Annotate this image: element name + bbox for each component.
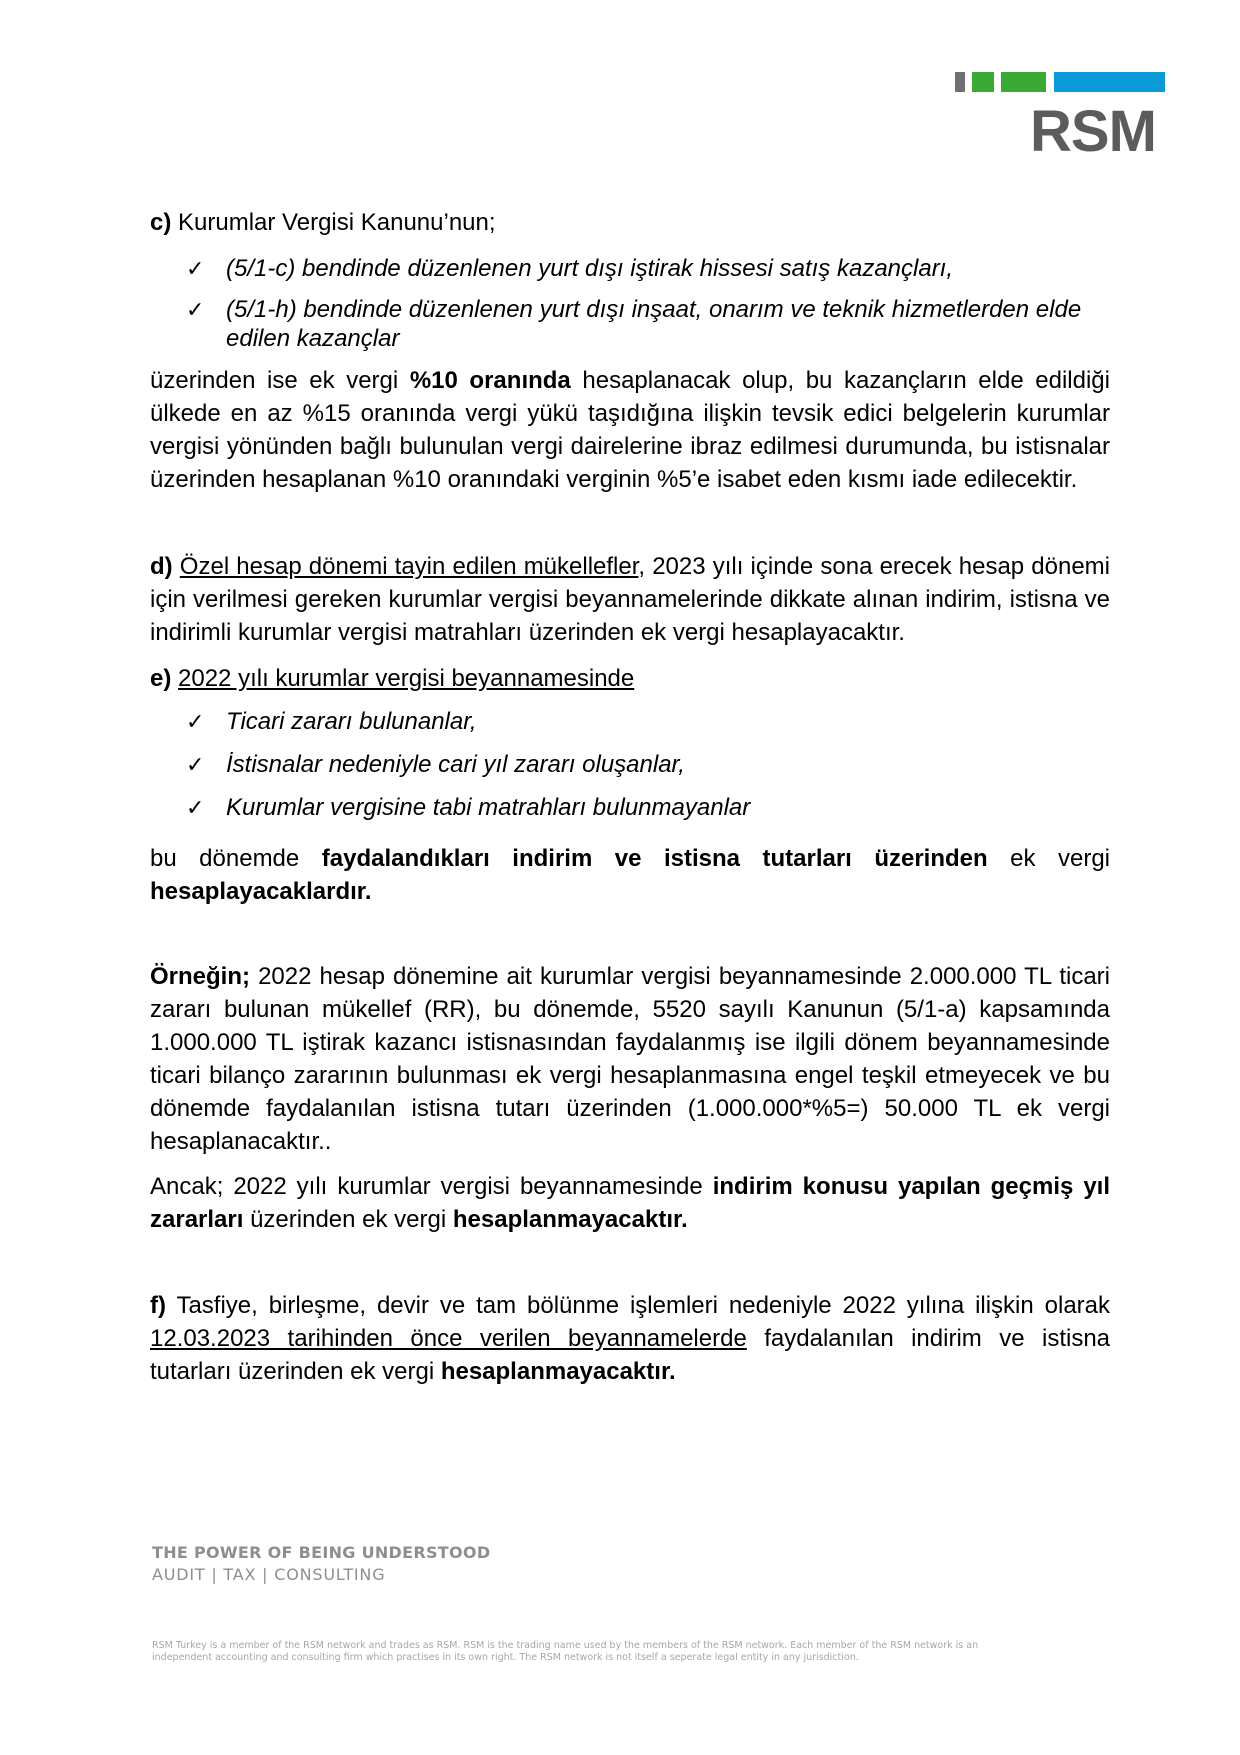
- example-paragraph: Örneğin; 2022 hesap dönemine ait kurumlar vergisi beyannamesinde 2.000.000 TL ticari zararı bulunan mükellef (RR), bu dönemde, 5520 sayılı Kanunun (5/1-a) kapsamında 1.000.000 TL iştirak kazancı istisnasından faydalanmış ise ilgili dönem beyannamesinde ticari bilanço zararının bulunması ek vergi hesaplanmasına engel teşkil etmeyecek ve bu dönemde faydalanılan istisna tutarı üzerinden (1.000.000*%5=) 50.000 TL ek vergi hesaplanacaktır..: [150, 963, 1110, 1155]
- document-body: [150, 206, 1110, 1388]
- logo-bar-green-wide: [1001, 72, 1046, 92]
- check-icon: ✓: [186, 256, 205, 281]
- check-icon: ✓: [186, 795, 205, 820]
- check-icon: ✓: [186, 709, 205, 734]
- logo-bar-green: [972, 72, 994, 92]
- section-e-list: [150, 705, 1110, 824]
- check-icon: ✓: [186, 752, 205, 777]
- section-c-label: c): [150, 209, 172, 236]
- section-c-intro: c) Kurumlar Vergisi Kanunu’nun;: [150, 209, 496, 236]
- section-f-label: f): [150, 1292, 166, 1319]
- footer-tagline: THE POWER OF BEING UNDERSTOOD: [152, 1543, 491, 1562]
- rsm-logo: [955, 72, 1165, 168]
- section-e-intro: e) 2022 yılı kurumlar vergisi beyannamesinde: [150, 665, 635, 692]
- footer: [152, 1542, 490, 1586]
- list-item: ✓ (5/1-h) bendinde düzenlenen yurt dışı inşaat, onarım ve teknik hizmetlerden elde edilen kazançlar: [186, 296, 1082, 352]
- list-item: ✓ (5/1-c) bendinde düzenlenen yurt dışı iştirak hissesi satış kazançları,: [150, 252, 1110, 285]
- section-e-label: e): [150, 665, 172, 692]
- logo-bar-blue: [1054, 72, 1165, 92]
- logo-wordmark: RSM: [1030, 99, 1156, 164]
- section-f: f) Tasfiye, birleşme, devir ve tam bölünme işlemleri nedeniyle 2022 yılına ilişkin olarak 12.03.2023 tarihinden önce verilen beyannamelerde faydalanılan indirim ve istisna tutarları üzerinden ek vergi hesaplanmayacaktır.: [150, 1292, 1111, 1385]
- list-item: ✓ Kurumlar vergisine tabi matrahları bulunmayanlar: [150, 791, 1110, 824]
- example-note: Ancak; 2022 yılı kurumlar vergisi beyannamesinde indirim konusu yapılan geçmiş yıl zararları üzerinden ek vergi hesaplanmayacaktır.: [150, 1173, 1110, 1233]
- footer-services: AUDIT | TAX | CONSULTING: [152, 1565, 386, 1584]
- list-item: ✓ İstisnalar nedeniyle cari yıl zararı oluşanlar,: [150, 748, 1110, 781]
- list-item: ✓ Ticari zararı bulunanlar,: [150, 705, 1110, 738]
- section-d: d) Özel hesap dönemi tayin edilen mükellefler, 2023 yılı içinde sona erecek hesap dönemi için verilmesi gereken kurumlar vergisi beyannamelerinde dikkate alınan indirim, istisna ve indirimli kurumlar vergisi matrahları üzerinden ek vergi hesaplayacaktır.: [150, 553, 1110, 646]
- check-icon: ✓: [186, 297, 205, 322]
- section-c-list: [150, 252, 1110, 353]
- section-e-body: bu dönemde faydalandıkları indirim ve istisna tutarları üzerinden ek vergi hesaplayacaklardır.: [150, 845, 1111, 905]
- section-c-body: üzerinden ise ek vergi %10 oranında hesaplanacak olup, bu kazançların elde edildiği ülkede en az %15 oranında vergi yükü taşıdığına ilişkin tevsik edici belgelerin kurumlar vergisi yönünden bağlı bulunulan vergi dairelerine ibraz edilmesi durumunda, bu istisnalar üzerinden hesaplanan %10 oranındaki verginin %5’e isabet eden kısmı iade edilecektir.: [150, 367, 1110, 493]
- logo-bar-gray: [955, 72, 965, 92]
- footer-legal: RSM Turkey is a member of the RSM network and trades as RSM. RSM is the trading name used by the members of the RSM network. Each member of the RSM network is an independent accounting and consulting firm which practises in its own right. The RSM network is not itself a seperate legal entity in any jurisdiction.: [152, 1640, 979, 1663]
- section-d-label: d): [150, 553, 173, 580]
